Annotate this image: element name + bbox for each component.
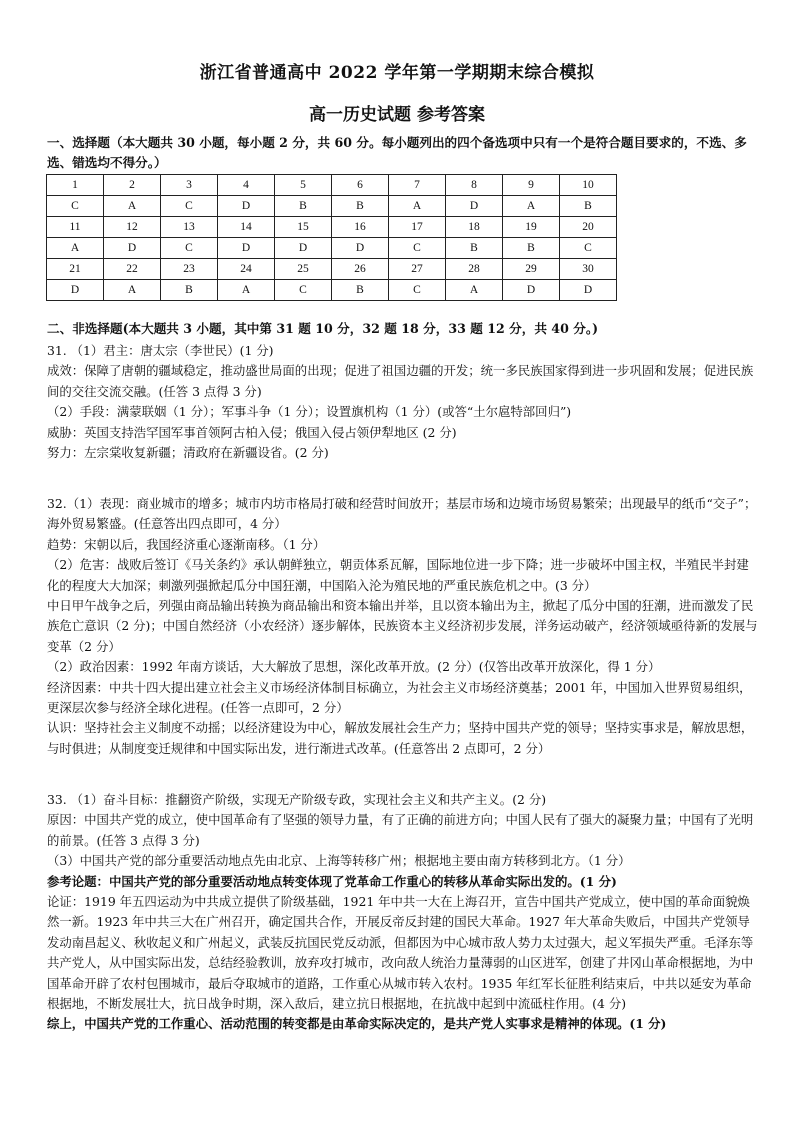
table-cell: 11 xyxy=(47,217,104,238)
table-cell: C xyxy=(161,238,218,259)
table-cell: A xyxy=(446,280,503,301)
table-cell: A xyxy=(104,280,161,301)
table-cell: 5 xyxy=(275,175,332,196)
table-cell: A xyxy=(218,280,275,301)
table-cell: C xyxy=(275,280,332,301)
table-cell: 13 xyxy=(161,217,218,238)
table-cell: 1 xyxy=(47,175,104,196)
table-cell: 12 xyxy=(104,217,161,238)
table-cell: D xyxy=(332,238,389,259)
table-cell: A xyxy=(104,196,161,217)
table-cell: 9 xyxy=(503,175,560,196)
table-cell: 30 xyxy=(560,259,617,280)
table-cell: A xyxy=(503,196,560,217)
table-cell: 24 xyxy=(218,259,275,280)
q31-line: 31. （1）君主：唐太宗（李世民）(1 分) xyxy=(47,343,274,358)
table-cell: A xyxy=(389,196,446,217)
table-row-numbers xyxy=(47,217,617,238)
table-cell: C xyxy=(161,196,218,217)
table-cell: 22 xyxy=(104,259,161,280)
table-cell: C xyxy=(389,238,446,259)
section-2-heading: 二、非选择题(本大题共 3 小题，其中第 31 题 10 分，32 题 18 分，33 题 12 分，共 40 分。) xyxy=(47,321,599,336)
table-row-answers xyxy=(47,280,617,301)
q32-line: 认识：坚持社会主义制度不动摇；以经济建设为中心，解放发展社会生产力；坚持中国共产党的领导；坚持实事求是，解放思想，与时俱进；从制度变迁规律和中国实际出发，进行渐进式改革。(任意答出 2 点即可，2 分） xyxy=(47,720,754,756)
table-cell: 16 xyxy=(332,217,389,238)
table-cell: 10 xyxy=(560,175,617,196)
q32-line: （2）政治因素：1992 年南方谈话，大大解放了思想，深化改革开放。(2 分）(仅答出改革开放深化，得 1 分） xyxy=(47,659,661,675)
document-title: 浙江省普通高中 2022 学年第一学期期末综合模拟 xyxy=(199,63,595,83)
table-cell: B xyxy=(560,196,617,217)
table-cell: B xyxy=(446,238,503,259)
table-cell: D xyxy=(446,196,503,217)
table-cell: 21 xyxy=(47,259,104,280)
table-cell: D xyxy=(560,280,617,301)
q33-line: （3）中国共产党的部分重要活动地点先由北京、上海等转移广州；根据地主要由南方转移到北方。（1 分） xyxy=(47,853,631,869)
table-cell: 19 xyxy=(503,217,560,238)
q33-line: 33. （1）奋斗目标：推翻资产阶级，实现无产阶级专政，实现社会主义和共产主义。(2 分) xyxy=(47,792,547,807)
q31-line: 威胁：英国支持浩罕国军事首领阿古柏入侵；俄国入侵占领伊犁地区 (2 分) xyxy=(47,424,457,440)
table-row-numbers xyxy=(47,259,617,280)
q32-line: 中日甲午战争之后，列强由商品输出转换为商品输出和资本输出并举，且以资本输出为主，掀起了瓜分中国的狂潮，进而激发了民族危亡意识（2 分)；中国自然经济（小农经济）逐步解体，民族资本主义经济初步发展，洋务运动破产，经济领域亟待新的发展与变革（2 分） xyxy=(47,598,758,654)
table-cell: C xyxy=(47,196,104,217)
table-cell: C xyxy=(389,280,446,301)
table-cell: B xyxy=(332,196,389,217)
q32-line: （2）危害：战败后签订《马关条约》承认朝鲜独立，朝贡体系瓦解，国际地位进一步下降；进一步破坏中国主权，半殖民半封建化的程度大大加深；刺激列强掀起瓜分中国狂潮，中国陷入沦为殖民地的严重民族危机之中。(3 分） xyxy=(47,557,749,593)
q31-line: 成效：保障了唐朝的疆域稳定，推动盛世局面的出现；促进了祖国边疆的开发；统一多民族国家得到进一步巩固和发展；促进民族间的交往交流交融。(任答 3 点得 3 分) xyxy=(47,363,754,399)
table-cell: D xyxy=(503,280,560,301)
table-cell: C xyxy=(560,238,617,259)
table-cell: A xyxy=(47,238,104,259)
table-cell: 28 xyxy=(446,259,503,280)
table-row-answers xyxy=(47,196,617,217)
table-cell: D xyxy=(218,238,275,259)
q32-line: 经济因素：中共十四大提出建立社会主义市场经济体制目标确立，为社会主义市场经济奠基；2001 年，中国加入世界贸易组织，更深层次参与经济全球化进程。(任答一点即可，2 分） xyxy=(47,679,752,716)
table-cell: D xyxy=(275,238,332,259)
q31-line: （2）手段：满蒙联姻（1 分）；军事斗争（1 分）；设置旗机构（1 分）(或答“土尔扈特部回归”) xyxy=(47,404,572,420)
table-cell: 26 xyxy=(332,259,389,280)
table-cell: D xyxy=(218,196,275,217)
table-cell: 3 xyxy=(161,175,218,196)
table-cell: B xyxy=(332,280,389,301)
table-cell: 6 xyxy=(332,175,389,196)
table-cell: B xyxy=(503,238,560,259)
table-row-answers xyxy=(47,238,617,259)
q31-line: 努力：左宗棠收复新疆；清政府在新疆设省。(2 分) xyxy=(47,445,329,461)
table-cell: B xyxy=(161,280,218,301)
table-cell: 8 xyxy=(446,175,503,196)
table-cell: 14 xyxy=(218,217,275,238)
table-row-numbers xyxy=(47,175,617,196)
table-cell: D xyxy=(104,238,161,259)
table-cell: 4 xyxy=(218,175,275,196)
table-cell: 23 xyxy=(161,259,218,280)
table-cell: 17 xyxy=(389,217,446,238)
q32-line: 32.（1）表现：商业城市的增多；城市内坊市格局打破和经营时间放开；基层市场和边境市场贸易繁荣；出现最早的纸币“交子”；海外贸易繁盛。(任意答出四点即可，4 分） xyxy=(47,496,757,532)
table-cell: 25 xyxy=(275,259,332,280)
table-cell: 20 xyxy=(560,217,617,238)
question-31-answer xyxy=(47,341,759,463)
document-subtitle: 高一历史试题 参考答案 xyxy=(309,105,485,125)
q33-argument: 论证：1919 年五四运动为中共成立提供了阶级基础，1921 年中共一大在上海召开，宣告中国共产党成立，使中国的革命面貌焕然一新。1923 年中共三大在广州召开，确定国共合作，开展反帝反封建的国民大革命。1927 年大革命失败后，中国共产党领导发动南昌起义、秋收起义和广州起义，武装反抗国民党反动派，但都因为中心城市敌人势力太过强大，起义军损失严重。毛泽东等共产党人，从中国实际出发，总结经验教训，放弃攻打城市，改向敌人统治力量薄弱的山区进军，创建了井冈山革命根据地，为中国革命开辟了农村包围城市，最后夺取城市的道路，工作重心从城市转入农村。1935 年红军长征胜利结束后，中共以延安为革命根据地，不断发展壮大，抗日战争时期，深入敌后，建立抗日根据地，在抗战中起到中流砥柱作用。(4 分) xyxy=(47,894,754,1012)
table-cell: 29 xyxy=(503,259,560,280)
table-cell: 2 xyxy=(104,175,161,196)
table-cell: B xyxy=(275,196,332,217)
table-cell: 15 xyxy=(275,217,332,238)
table-cell: 27 xyxy=(389,259,446,280)
question-33-answer xyxy=(47,790,759,1035)
q33-conclusion: 综上，中国共产党的工作重心、活动范围的转变都是由革命实际决定的，是共产党人实事求是精神的体现。(1 分) xyxy=(47,1016,667,1032)
table-cell: D xyxy=(47,280,104,301)
q33-thesis: 参考论题：中国共产党的部分重要活动地点转变体现了党革命工作重心的转移从革命实际出发的。(1 分) xyxy=(47,873,617,889)
q33-line: 原因：中国共产党的成立，使中国革命有了坚强的领导力量，有了正确的前进方向；中国人民有了强大的凝聚力量；中国有了光明的前景。(任答 3 点得 3 分) xyxy=(47,812,754,848)
answer-table xyxy=(46,174,617,301)
table-cell: 18 xyxy=(446,217,503,238)
table-cell: 7 xyxy=(389,175,446,196)
section-1-heading: 一、选择题（本大题共 30 小题，每小题 2 分，共 60 分。每小题列出的四个备选项中只有一个是符合题目要求的，不选、多选、错选均不得分。） xyxy=(47,135,747,170)
question-32-answer xyxy=(47,494,759,759)
q32-line: 趋势：宋朝以后，我国经济重心逐渐南移。（1 分） xyxy=(47,536,326,552)
